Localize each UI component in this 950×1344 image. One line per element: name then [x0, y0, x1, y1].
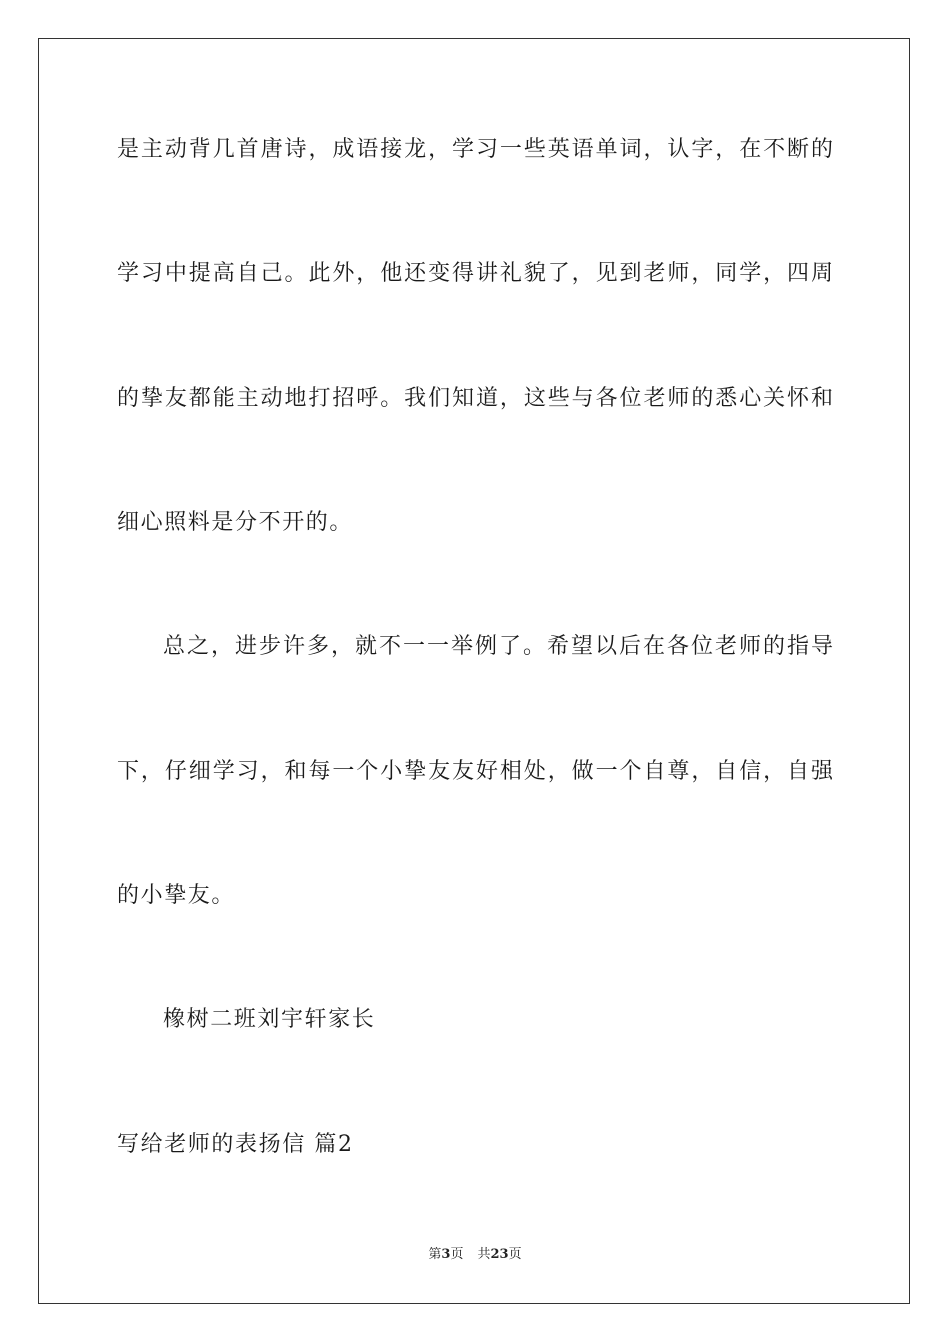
footer-page-prefix: 第	[428, 1247, 442, 1262]
body-line-3: 的挚友都能主动地打招呼。我们知道，这些与各位老师的悉心关怀和	[117, 386, 833, 411]
page-border	[38, 38, 910, 1304]
footer-page-current: 3	[441, 1247, 451, 1262]
footer-total-suffix: 页	[508, 1247, 522, 1262]
body-line-4: 细心照料是分不开的。	[117, 510, 354, 535]
section-heading: 写给老师的表扬信 篇2	[117, 1132, 354, 1157]
body-line-6: 下，仔细学习，和每一个小挚友友好相处，做一个自尊，自信，自强	[117, 759, 833, 784]
page-footer	[0, 1246, 950, 1264]
body-line-5: 总之，进步许多，就不一一举例了。希望以后在各位老师的指导	[163, 634, 833, 659]
body-line-1: 是主动背几首唐诗，成语接龙，学习一些英语单词，认字，在不断的	[117, 137, 833, 162]
footer-total-prefix: 共	[477, 1247, 491, 1262]
footer-page-suffix: 页	[450, 1247, 464, 1262]
footer-total-pages: 23	[490, 1247, 509, 1262]
signature-line: 橡树二班刘宇轩家长	[163, 1007, 376, 1032]
body-line-2: 学习中提高自己。此外，他还变得讲礼貌了，见到老师，同学，四周	[117, 261, 833, 286]
body-line-7: 的小挚友。	[117, 883, 236, 908]
